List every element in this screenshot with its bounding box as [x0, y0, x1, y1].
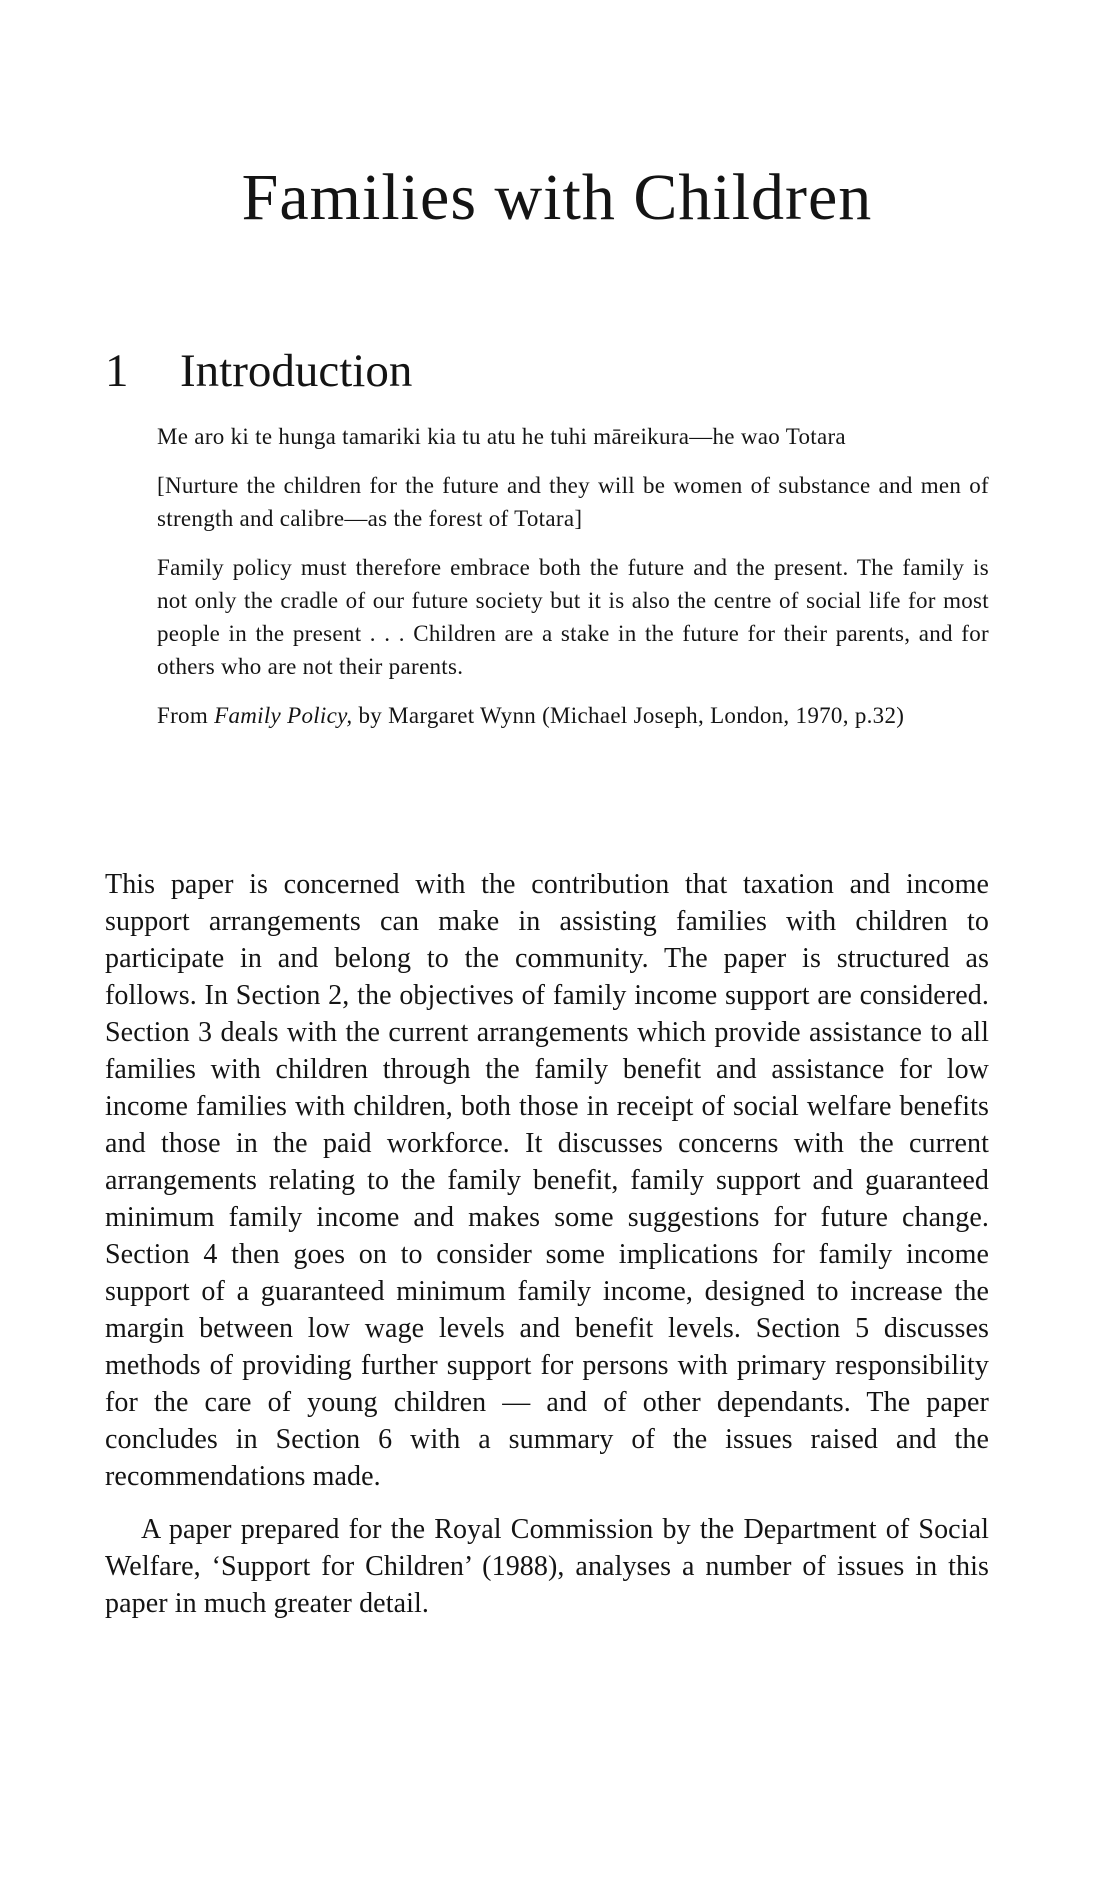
- epigraph-maori-text: Me aro ki te hunga tamariki kia tu atu he tuhi māreikura—he wao Totara: [157, 424, 846, 449]
- epigraph-source-title: Family Policy,: [214, 703, 353, 728]
- epigraph-source-rest: by Margaret Wynn (Michael Joseph, London, 1970, p.32): [352, 703, 905, 728]
- epigraph-quote: Family policy must therefore embrace both the future and the present. The family is not only the cradle of our future society but it is also the centre of social life for most people in the present . . . Children are a stake in the future for their parents, and for others who are not their parents.: [157, 555, 989, 679]
- section-heading: [105, 345, 413, 397]
- body-paragraph: A paper prepared for the Royal Commission by the Department of Social Welfare, ‘Support for Children’ (1988), analyses a number of issues in this paper in much greater detail.: [105, 1514, 989, 1619]
- epigraph-translation: [Nurture the children for the future and they will be women of substance and men of strength and calibre—as the forest of Totara]: [157, 473, 989, 531]
- body-text: [105, 866, 989, 1638]
- epigraph-source-prefix: From: [157, 703, 215, 728]
- chapter-title: Families with Children: [241, 161, 873, 234]
- epigraph: [157, 420, 989, 748]
- section-title: Introduction: [180, 345, 413, 397]
- section-number: 1: [105, 345, 129, 397]
- epigraph-source: [157, 699, 989, 732]
- body-paragraph: This paper is concerned with the contribution that taxation and income support arrangements can make in assisting families with children to participate in and belong to the community. The paper is structured as follows. In Section 2, the objectives of family income support are considered. Section 3 deals with the current arrangements which provide assistance to all families with children through the family benefit and assistance for low income families with children, both those in receipt of social welfare benefits and those in the paid workforce. It discusses concerns with the current arrangements relating to the family benefit, family support and guaranteed minimum family income and makes some suggestions for future change. Section 4 then goes on to consider some implications for family income support of a guaranteed minimum family income, designed to increase the margin between low wage levels and benefit levels. Section 5 discusses methods of providing further support for persons with primary responsibility for the care of young children — and of other dependants. The paper concludes in Section 6 with a summary of the issues raised and the recommendations made.: [105, 869, 989, 1492]
